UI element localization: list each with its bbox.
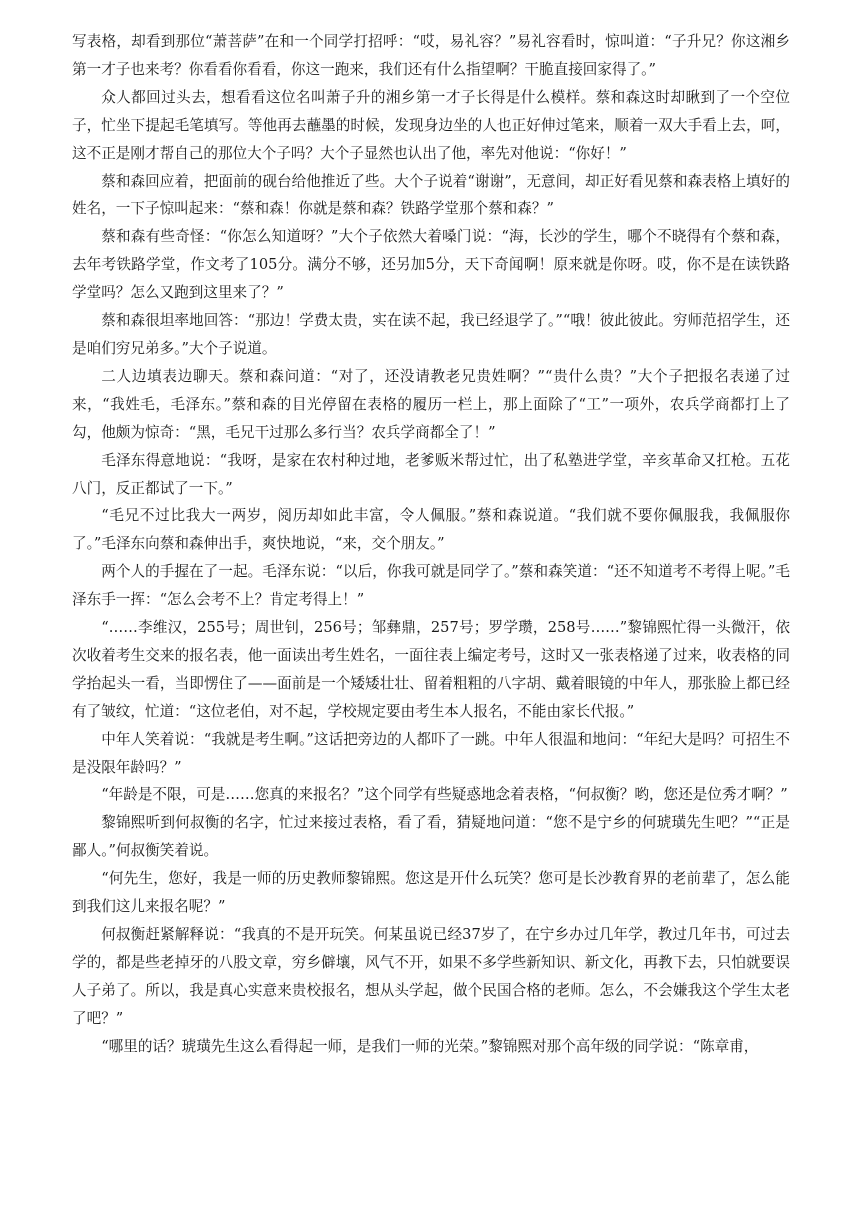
paragraph-4: 蔡和森有些奇怪：“你怎么知道呀？”大个子依然大着嗓门说：“海，长沙的学生，哪个不晓得有个蔡和森，去年考铁路学堂，作文考了105分。满分不够，还另加5分，天下奇闻啊！原来就是你呀。哎，你不是在读铁路学堂吗？怎么又跑到这里来了？”: [72, 228, 790, 302]
paragraph-7: 毛泽东得意地说：“我呀，是家在农村种过地，老爹贩米帮过忙，出了私塾进学堂，辛亥革命又扛枪。五花八门，反正都试了一下。”: [72, 451, 790, 497]
paragraph-12: “年龄是不限，可是……您真的来报名？”这个同学有些疑惑地念着表格，“何叔衡？哟，您还是位秀才啊？”: [101, 786, 788, 804]
paragraph-15: 何叔衡赶紧解释说：“我真的不是开玩笑。何某虽说已经37岁了，在宁乡办过几年学，教过几年书，可过去学的，都是些老掉牙的八股文章，穷乡僻壤，风气不开，如果不多学些新知识、新文化，再教下去，只怕就要误人子弟了。所以，我是真心实意来贵校报名，想从头学起，做个民国合格的老师。怎么，不会嫌我这个学生太老了吧？”: [72, 926, 790, 1027]
paragraph-16: “哪里的话？琥璜先生这么看得起一师，是我们一师的光荣。”黎锦熙对那个高年级的同学说：“陈章甫，: [101, 1037, 759, 1055]
paragraph-9: 两个人的手握在了一起。毛泽东说：“以后，你我可就是同学了。”蔡和森笑道：“还不知道考不考得上呢。”毛泽东手一挥：“怎么会考不上？肯定考得上！”: [72, 563, 790, 609]
paragraph-10: “……李维汉，255号；周世钊，256号；邹彝鼎，257号；罗学瓒，258号……”黎锦熙忙得一头微汗，依次收着考生交来的报名表，他一面读出考生姓名，一面往表上编定考号，这时又一张表格递了过来，收表格的同学抬起头一看，当即愣住了——面前是一个矮矮壮壮、留着粗粗的八字胡、戴着眼镜的中年人，那张脸上都已经有了皱纹，忙道：“这位老伯，对不起，学校规定要由考生本人报名，不能由家长代报。”: [72, 619, 790, 720]
paragraph-6: 二人边填表边聊天。蔡和森问道：“对了，还没请教老兄贵姓啊？”“贵什么贵？”大个子把报名表递了过来，“我姓毛，毛泽东。”蔡和森的目光停留在表格的履历一栏上，那上面除了“工”一项外，农兵学商都打上了勾，他颇为惊奇：“黑，毛兄干过那么多行当？农兵学商都全了！”: [72, 367, 790, 441]
paragraph-1: 写表格，却看到那位“萧菩萨”在和一个同学打招呼：“哎，易礼容？”易礼容看时，惊叫道：“子升兄？你这湘乡第一才子也来考？你看看你看看，你这一跑来，我们还有什么指望啊？干脆直接回家得了。”: [72, 33, 790, 78]
paragraph-13: 黎锦熙听到何叔衡的名字，忙过来接过表格，看了看，猜疑地问道：“您不是宁乡的何琥璜先生吧？”“正是鄙人。”何叔衡笑着说。: [72, 814, 790, 860]
paragraph-14: “何先生，您好，我是一师的历史教师黎锦熙。您这是开什么玩笑？您可是长沙教育界的老前辈了，怎么能到我们这儿来报名呢？”: [72, 870, 790, 916]
paragraph-8: “毛兄不过比我大一两岁，阅历却如此丰富，令人佩服。”蔡和森说道。“我们就不要你佩服我，我佩服你了。”毛泽东向蔡和森伸出手，爽快地说，“来，交个朋友。”: [72, 507, 790, 553]
paragraph-3: 蔡和森回应着，把面前的砚台给他推近了些。大个子说着“谢谢”，无意间，却正好看见蔡和森表格上填好的姓名，一下子惊叫起来：“蔡和森！你就是蔡和森？铁路学堂那个蔡和森？”: [72, 172, 790, 218]
paragraph-11: 中年人笑着说：“我就是考生啊。”这话把旁边的人都吓了一跳。中年人很温和地问：“年纪大是吗？可招生不是没限年龄吗？”: [72, 730, 790, 776]
paragraph-5: 蔡和森很坦率地回答：“那边！学费太贵，实在读不起，我已经退学了。”“哦！彼此彼此。穷师范招学生，还是咱们穷兄弟多。”大个子说道。: [72, 312, 790, 357]
paragraph-2: 众人都回过头去，想看看这位名叫萧子升的湘乡第一才子长得是什么模样。蔡和森这时却瞅到了一个空位子，忙坐下提起毛笔填写。等他再去蘸墨的时候，发现身边坐的人也正好伸过笔来，顺着一双大手看上去，呵，这不正是刚才帮自己的那位大个子吗？大个子显然也认出了他，率先对他说：“你好！”: [72, 88, 790, 162]
document-body: [72, 28, 790, 1061]
